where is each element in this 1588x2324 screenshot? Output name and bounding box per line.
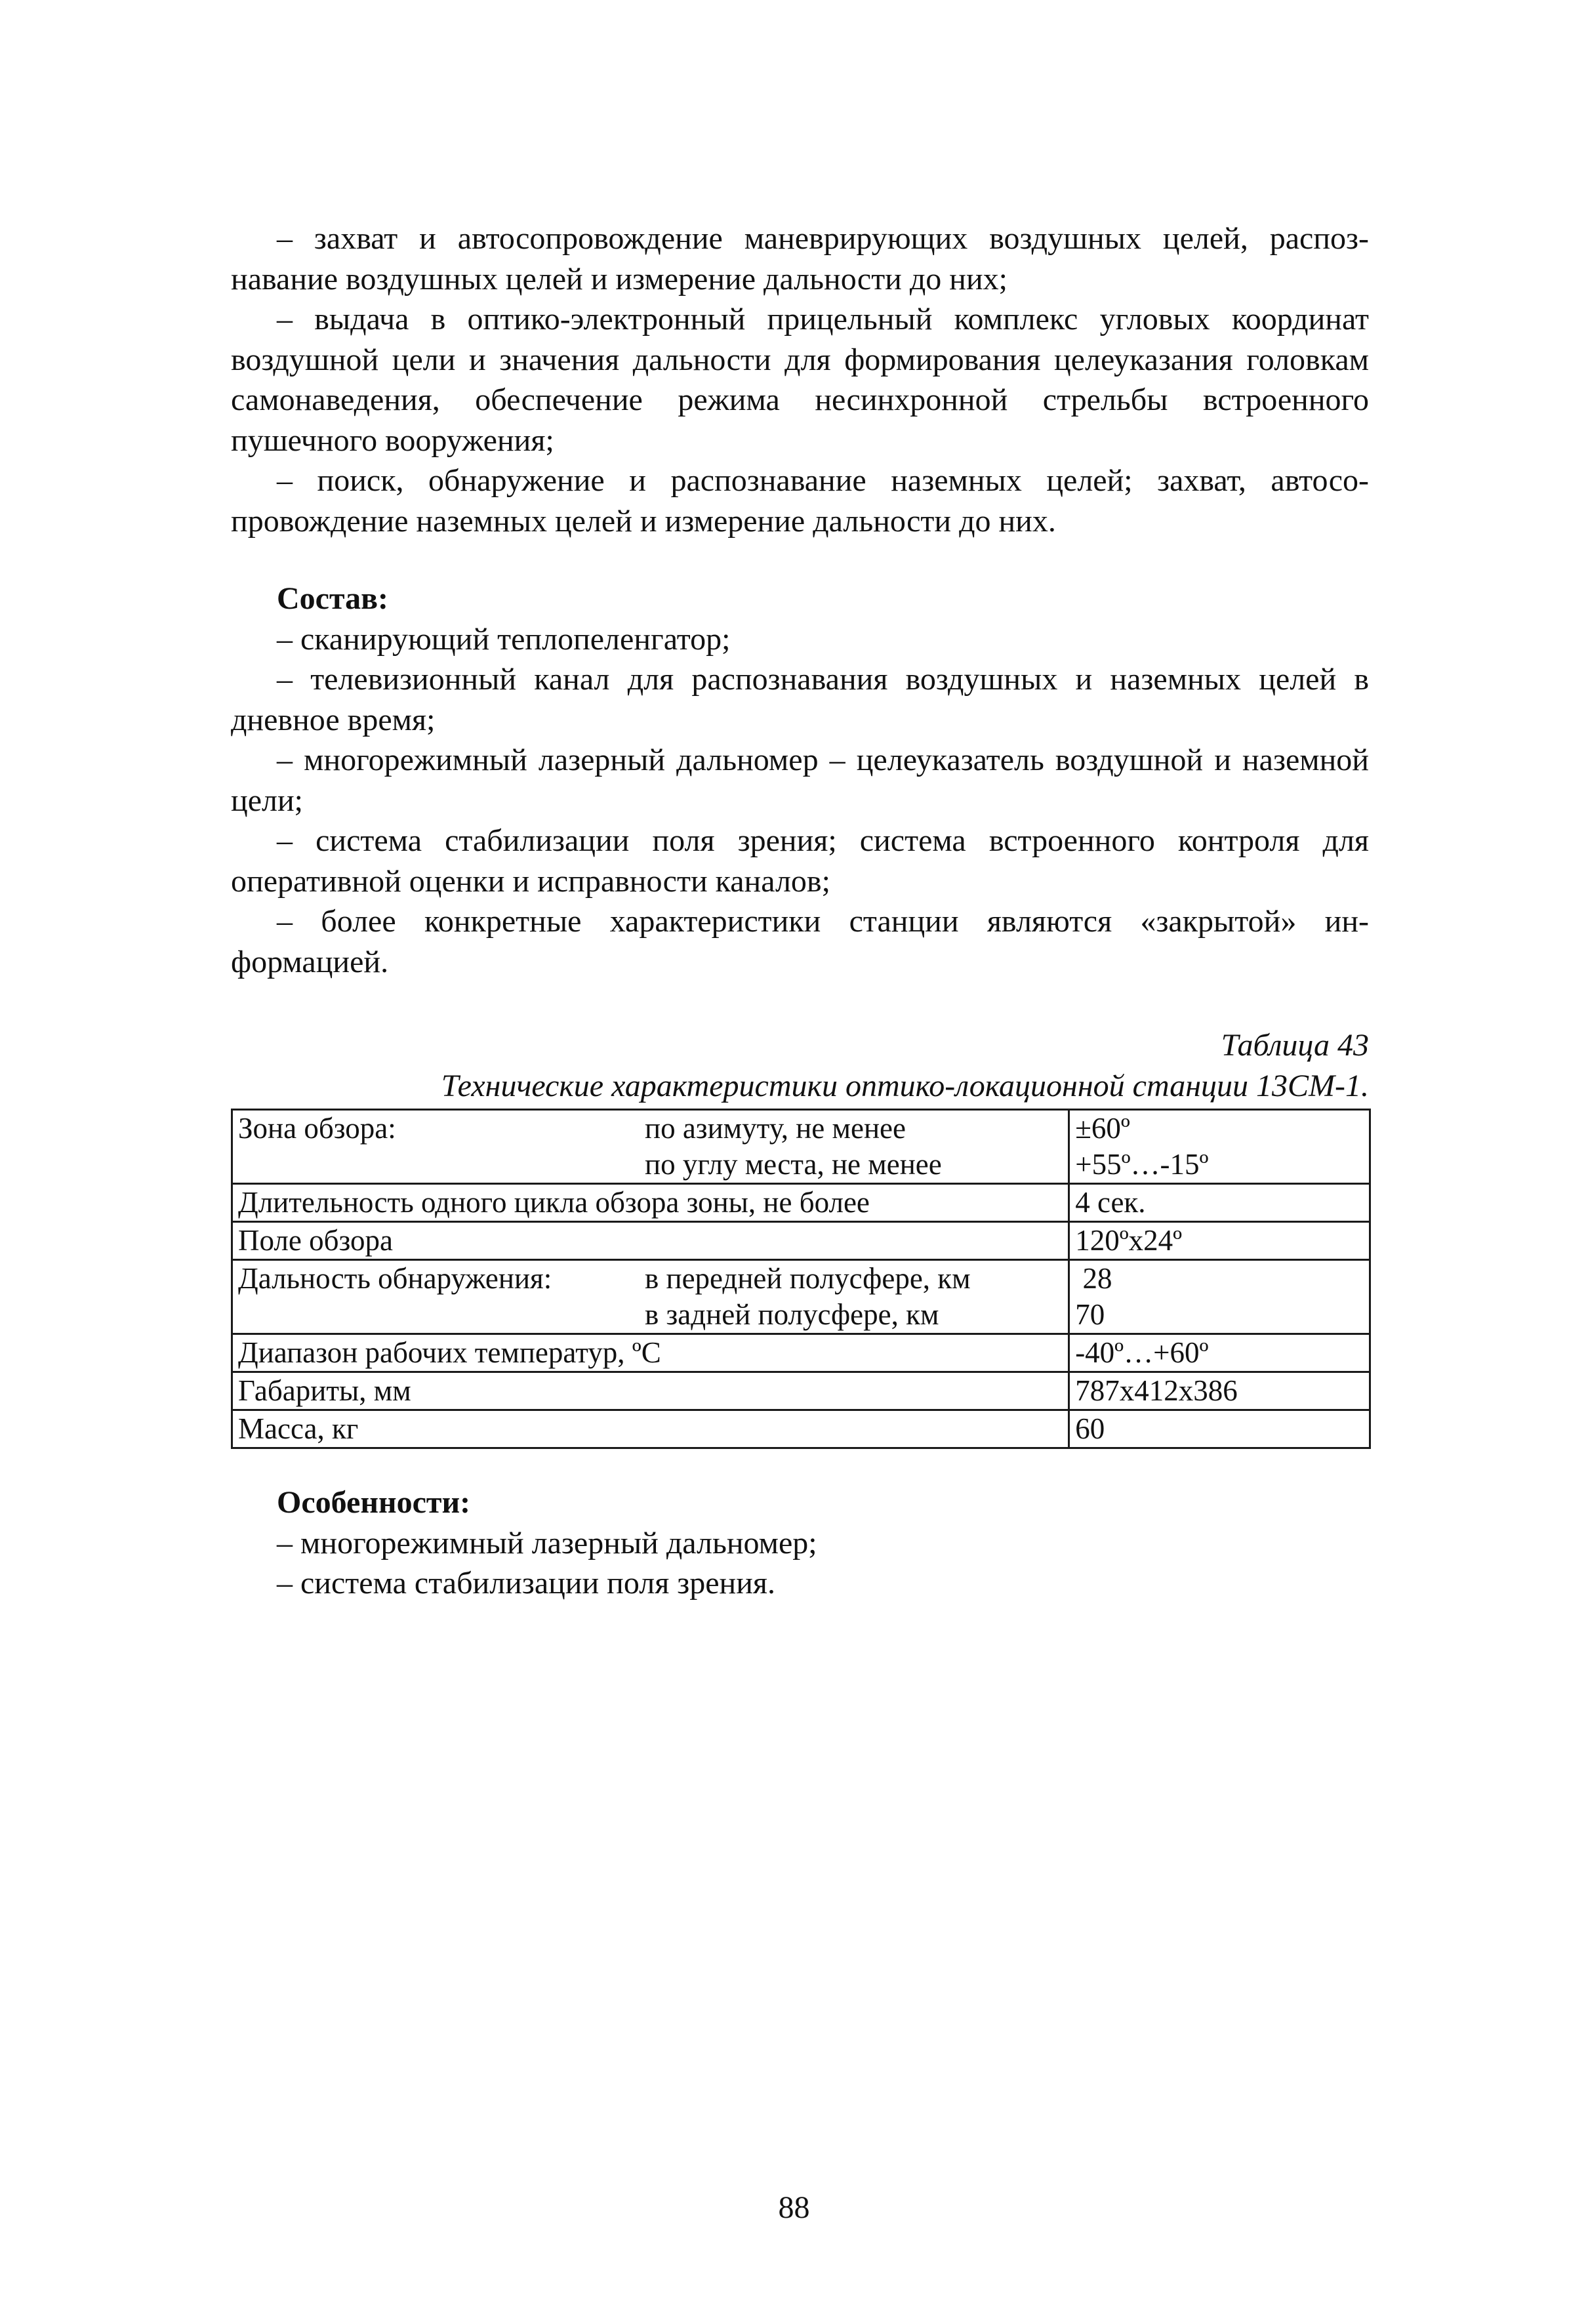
intro-paragraph-2: – выдача в оптико-электронный прицельный комплекс угловых координат воздушной цели и значения дальности для формирования целеуказания головкам самонаведения, обеспечение режима несинхронной стрельбы встроенного пушечного вооружения; [231,302,1369,458]
table-row [232,1222,1370,1260]
table-number: Таблица 43 [1221,1028,1369,1063]
table-row [232,1110,1370,1184]
table-cell-value [1069,1110,1370,1184]
row-value: ±60º [1075,1112,1130,1145]
table-title: Технические характеристики оптико-локационной станции 13СМ-1. [441,1069,1369,1103]
row-value: 70 [1075,1298,1105,1331]
table-cell-label: Поле обзора [232,1222,1069,1260]
row-label: Дальность обнаружения: [238,1262,552,1295]
intro-paragraph-1: – захват и автосопровождение маневрирующих воздушных целей, распознавание воздушных целей и измерение дальности до них; [231,221,1369,296]
row-sublabel: по азимуту, не менее [645,1112,906,1145]
table-cell-label: Масса, кг [232,1410,1069,1448]
table-cell-label: Диапазон рабочих температур, ºС [232,1334,1069,1372]
row-sublabel: в передней полусфере, км [645,1262,971,1295]
composition-heading: Состав: [277,581,389,616]
composition-item-2: – телевизионный канал для распознавания воздушных и наземных целей в дневное время; [231,662,1369,737]
table-row [232,1372,1370,1410]
composition-item-3: – многорежимный лазерный дальномер – целеуказатель воздушной и наземной цели; [231,743,1369,818]
row-value: +55º…-15º [1075,1148,1209,1181]
table-row [232,1410,1370,1448]
table-cell-value [1069,1260,1370,1334]
row-sublabel: в задней полусфере, км [645,1298,939,1331]
table-cell-label [232,1110,1069,1184]
row-value: 28 [1075,1262,1112,1295]
table-row [232,1260,1370,1334]
row-label: Зона обзора: [238,1112,396,1145]
specs-table [231,1109,1371,1449]
table-cell-label: Длительность одного цикла обзора зоны, не более [232,1184,1069,1222]
row-sublabel: по углу места, не менее [645,1148,942,1181]
features-item-1: – многорежимный лазерный дальномер; [277,1525,817,1560]
table-row [232,1184,1370,1222]
features-section [231,1482,1369,1604]
table-cell-value: 120ºх24º [1069,1222,1370,1260]
composition-section [231,579,1369,982]
features-item-2: – система стабилизации поля зрения. [277,1566,775,1600]
intro-paragraph-3: – поиск, обнаружение и распознавание наземных целей; захват, автосопровождение наземных целей и измерение дальности до них. [231,463,1369,539]
composition-item-1: – сканирующий теплопеленгатор; [277,621,731,657]
intro-section [231,218,1369,541]
table-cell-label: Габариты, мм [232,1372,1069,1410]
features-heading: Особенности: [277,1485,471,1520]
table-cell-value: 60 [1069,1410,1370,1448]
table-cell-value: 4 сек. [1069,1184,1370,1222]
table-cell-value: 787х412х386 [1069,1372,1370,1410]
composition-item-5: – более конкретные характеристики станции являются «закрытой» информацией. [231,904,1369,979]
table-cell-value: -40º…+60º [1069,1334,1370,1372]
composition-item-4: – система стабилизации поля зрения; система встроенного контроля для оперативной оценки и исправности каналов; [231,823,1369,899]
table-row [232,1334,1370,1372]
table-cell-label [232,1260,1069,1334]
page-number: 88 [778,2190,810,2225]
